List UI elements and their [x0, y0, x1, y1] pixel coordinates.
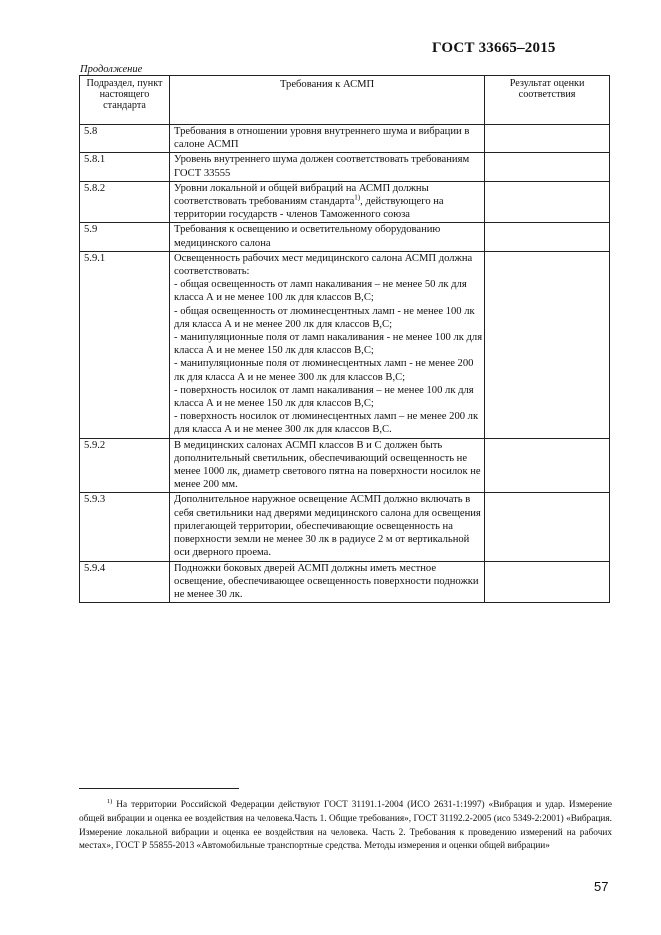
result-cell	[485, 561, 610, 603]
requirements-table	[79, 75, 610, 603]
clause-number: 5.9	[80, 223, 170, 251]
footnote	[79, 795, 612, 854]
result-cell	[485, 153, 610, 181]
footnote-text: На территории Российской Федерации действуют ГОСТ 31191.1-2004 (ИСО 2631-1:1997) «Вибрация и удар. Измерение общей вибрации и оценка ее воздействия на человека.Часть 1. Общие требования», ГОСТ 31192.2-2005 (исо 5349-2:2001) «Вибрация. Измерение локальной вибрации и оценка ее воздействия на человека. Часть 2. Требования к проведению измерений на рабочих местах», ГОСТ Р 55855-2013 «Автомобильные транспортные средства. Методы измерения и оценки общей вибрации»	[79, 800, 612, 852]
requirement-line: - поверхность носилок от ламп накаливания – не менее 100 лк для класса А и не менее 150 лк для классов В,С;	[174, 384, 474, 410]
requirement-line: - манипуляционные поля от ламп накаливания - не менее 100 лк для класса А и не менее 150 лк для классов В,С;	[174, 332, 483, 357]
clause-number: 5.9.3	[80, 493, 170, 561]
column-header-clause: Подраздел, пункт настоящего стандарта	[80, 76, 170, 125]
requirement-text: Требования к освещению и осветительному оборудованию медицинского салона	[170, 223, 485, 251]
result-cell	[485, 493, 610, 561]
table-header-row	[80, 76, 610, 125]
table-row	[80, 251, 610, 438]
result-cell	[485, 125, 610, 153]
result-cell	[485, 181, 610, 223]
clause-number: 5.8.2	[80, 181, 170, 223]
requirement-text: Подножки боковых дверей АСМП должны иметь местное освещение, обеспечивающее освещенность поверхности подножки не менее 30 лк.	[170, 561, 485, 603]
requirement-line: - поверхность носилок от люминесцентных ламп – не менее 200 лк для класса А и не менее 300 лк для классов В,С.	[174, 411, 479, 436]
requirement-text: В медицинских салонах АСМП классов В и С должен быть дополнительный светильник, обеспечивающий освещенность не менее 1000 лк, диаметр светового пятна на поверхности носилок не менее 200 мм.	[170, 438, 485, 493]
result-cell	[485, 438, 610, 493]
footnote-divider	[79, 788, 239, 789]
result-cell	[485, 251, 610, 438]
clause-number: 5.9.1	[80, 251, 170, 438]
requirement-line: - общая освещенность от люминесцентных ламп - не менее 100 лк для класса А и не менее 200 лк для классов В,С;	[174, 305, 475, 330]
footnote-marker: 1)	[106, 798, 113, 805]
clause-number: 5.9.2	[80, 438, 170, 493]
clause-number: 5.8.1	[80, 153, 170, 181]
requirement-line: - манипуляционные поля от люминесцентных ламп - не менее 200 лк для класса А и не менее 300 лк для классов В,С;	[174, 358, 474, 383]
continuation-label: Продолжение	[80, 64, 143, 75]
table-row	[80, 493, 610, 561]
requirement-text-part: Уровни локальной и общей вибраций на АСМП должны соответствовать требованиям стандарта	[174, 182, 429, 208]
column-header-result: Результат оценки соответствия	[485, 76, 610, 125]
clause-number: 5.8	[80, 125, 170, 153]
result-cell	[485, 223, 610, 251]
requirement-text: Дополнительное наружное освещение АСМП должно включать в себя светильники над дверями медицинского салона для освещения прилегающей территории, обеспечивающие освещенность на поверхности земли не менее 30 лк в радиусе 2 м от вертикальной оси дверного проема.	[170, 493, 485, 561]
requirement-text	[170, 251, 485, 438]
clause-number: 5.9.4	[80, 561, 170, 603]
requirement-line: - общая освещенность от ламп накаливания – не менее 50 лк для класса А и не менее 100 лк для классов В,С;	[174, 279, 467, 304]
footnote-reference: 1)	[354, 193, 361, 202]
requirement-text-part: , действующего на территории государств - членов Таможенного союза	[174, 196, 444, 221]
table-row	[80, 438, 610, 493]
table-row	[80, 561, 610, 603]
table-row	[80, 181, 610, 223]
page-number: 57	[594, 879, 609, 894]
document-code: ГОСТ 33665–2015	[432, 40, 556, 56]
table-row	[80, 223, 610, 251]
requirement-text	[170, 181, 485, 223]
requirement-text: Требования в отношении уровня внутреннего шума и вибрации в салоне АСМП	[170, 125, 485, 153]
table-row	[80, 153, 610, 181]
column-header-requirement: Требования к АСМП	[170, 76, 485, 125]
requirement-line: Освещенность рабочих мест медицинского салона АСМП должна соответствовать:	[174, 252, 473, 278]
requirement-text: Уровень внутреннего шума должен соответствовать требованиям ГОСТ 33555	[170, 153, 485, 181]
table-row	[80, 125, 610, 153]
